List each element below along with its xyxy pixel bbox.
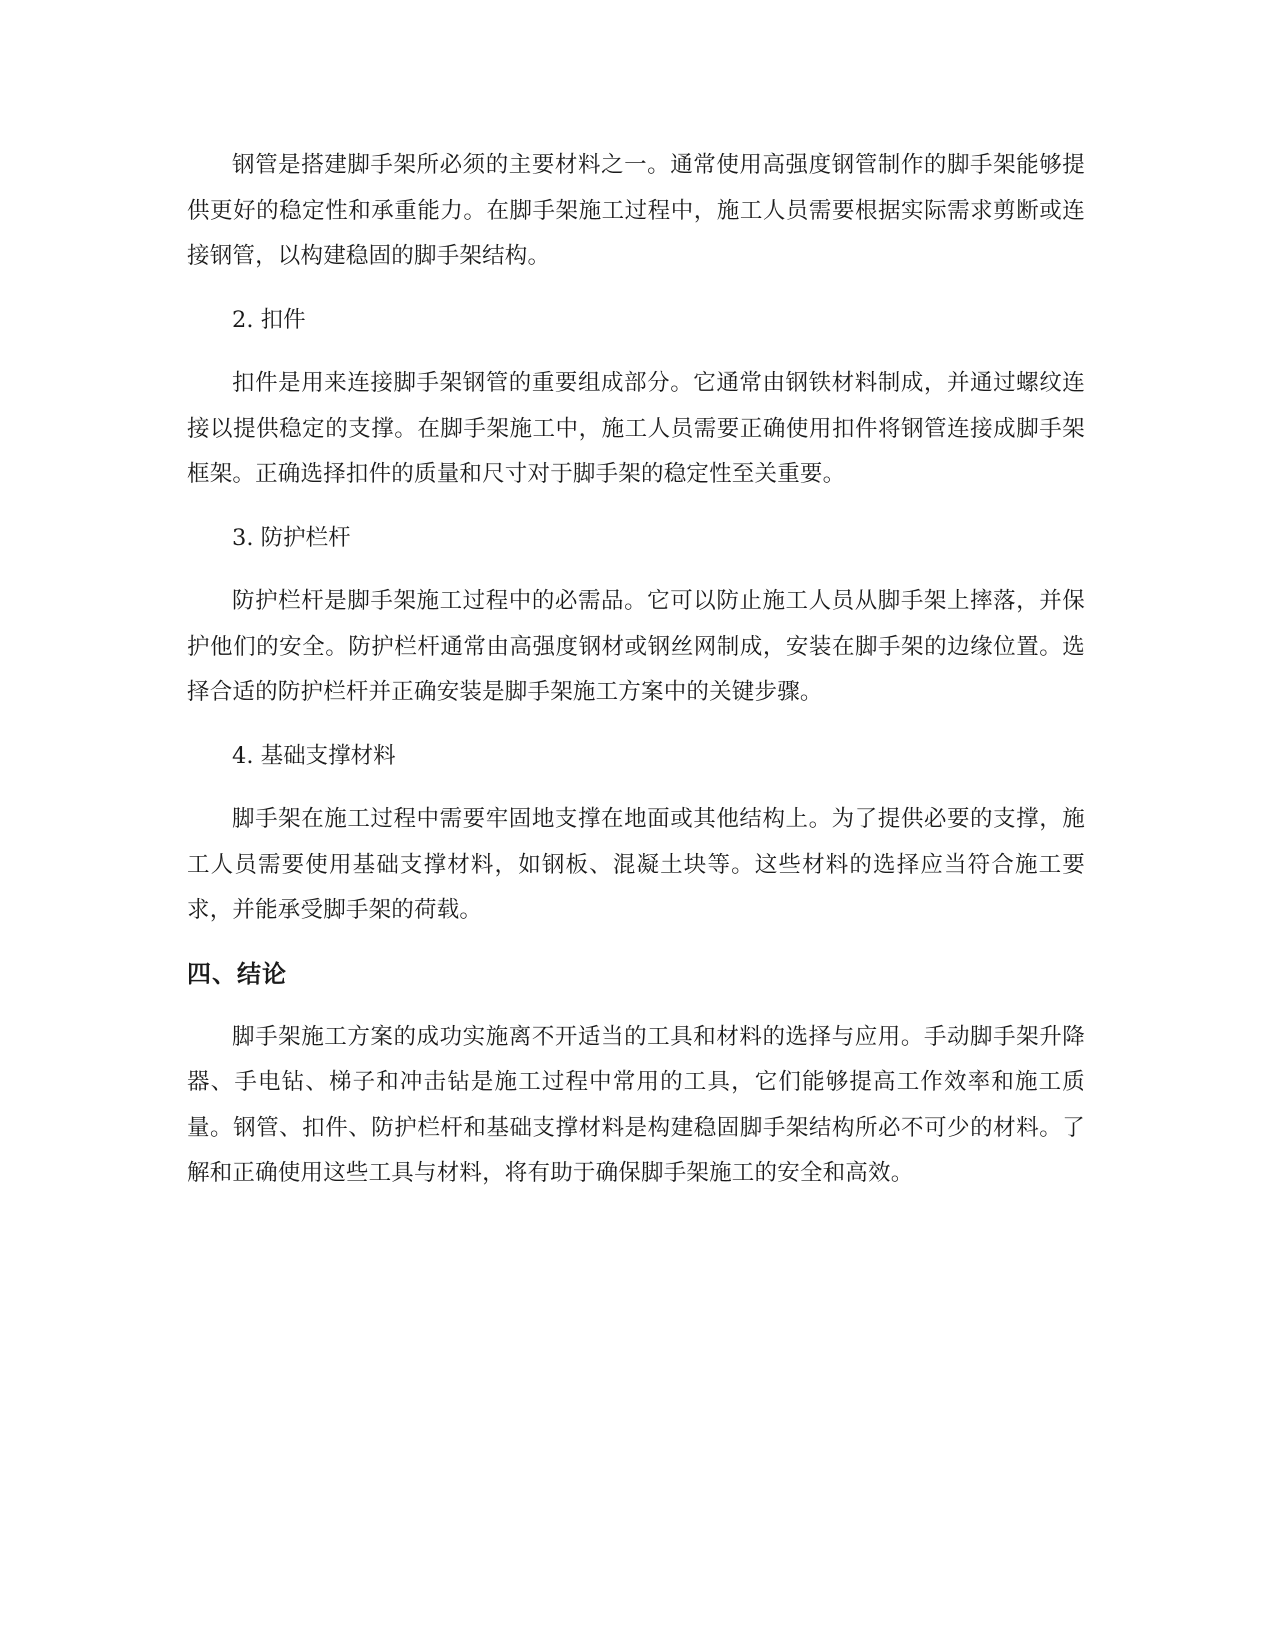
item-paragraph-fasteners: 扣件是用来连接脚手架钢管的重要组成部分。它通常由钢铁材料制成，并通过螺纹连接以提供稳定的支撑。在脚手架施工中，施工人员需要正确使用扣件将钢管连接成脚手架框架。正确选择扣件的质量和尺寸对于脚手架的稳定性至关重要。	[187, 370, 1085, 487]
section-heading-conclusion: 四、结论	[187, 959, 287, 988]
item-paragraph-guardrails: 防护栏杆是脚手架施工过程中的必需品。它可以防止施工人员从脚手架上摔落，并保护他们的安全。防护栏杆通常由高强度钢材或钢丝网制成，安装在脚手架的边缘位置。选择合适的防护栏杆并正确安装是脚手架施工方案中的关键步骤。	[187, 588, 1085, 705]
item-heading-guardrails: 3. 防护栏杆	[232, 524, 351, 551]
document-body	[187, 143, 1085, 1197]
item-heading-base-support: 4. 基础支撑材料	[232, 742, 396, 769]
intro-paragraph: 钢管是搭建脚手架所必须的主要材料之一。通常使用高强度钢管制作的脚手架能够提供更好的稳定性和承重能力。在脚手架施工过程中，施工人员需要根据实际需求剪断或连接钢管，以构建稳固的脚手架结构。	[187, 152, 1085, 269]
conclusion-paragraph: 脚手架施工方案的成功实施离不开适当的工具和材料的选择与应用。手动脚手架升降器、手电钻、梯子和冲击钻是施工过程中常用的工具，它们能够提高工作效率和施工质量。钢管、扣件、防护栏杆和基础支撑材料是构建稳固脚手架结构所必不可少的材料。了解和正确使用这些工具与材料，将有助于确保脚手架施工的安全和高效。	[187, 1023, 1085, 1186]
item-heading-fasteners: 2. 扣件	[232, 306, 306, 333]
item-paragraph-base-support: 脚手架在施工过程中需要牢固地支撑在地面或其他结构上。为了提供必要的支撑，施工人员需要使用基础支撑材料，如钢板、混凝土块等。这些材料的选择应当符合施工要求，并能承受脚手架的荷载。	[187, 806, 1085, 923]
